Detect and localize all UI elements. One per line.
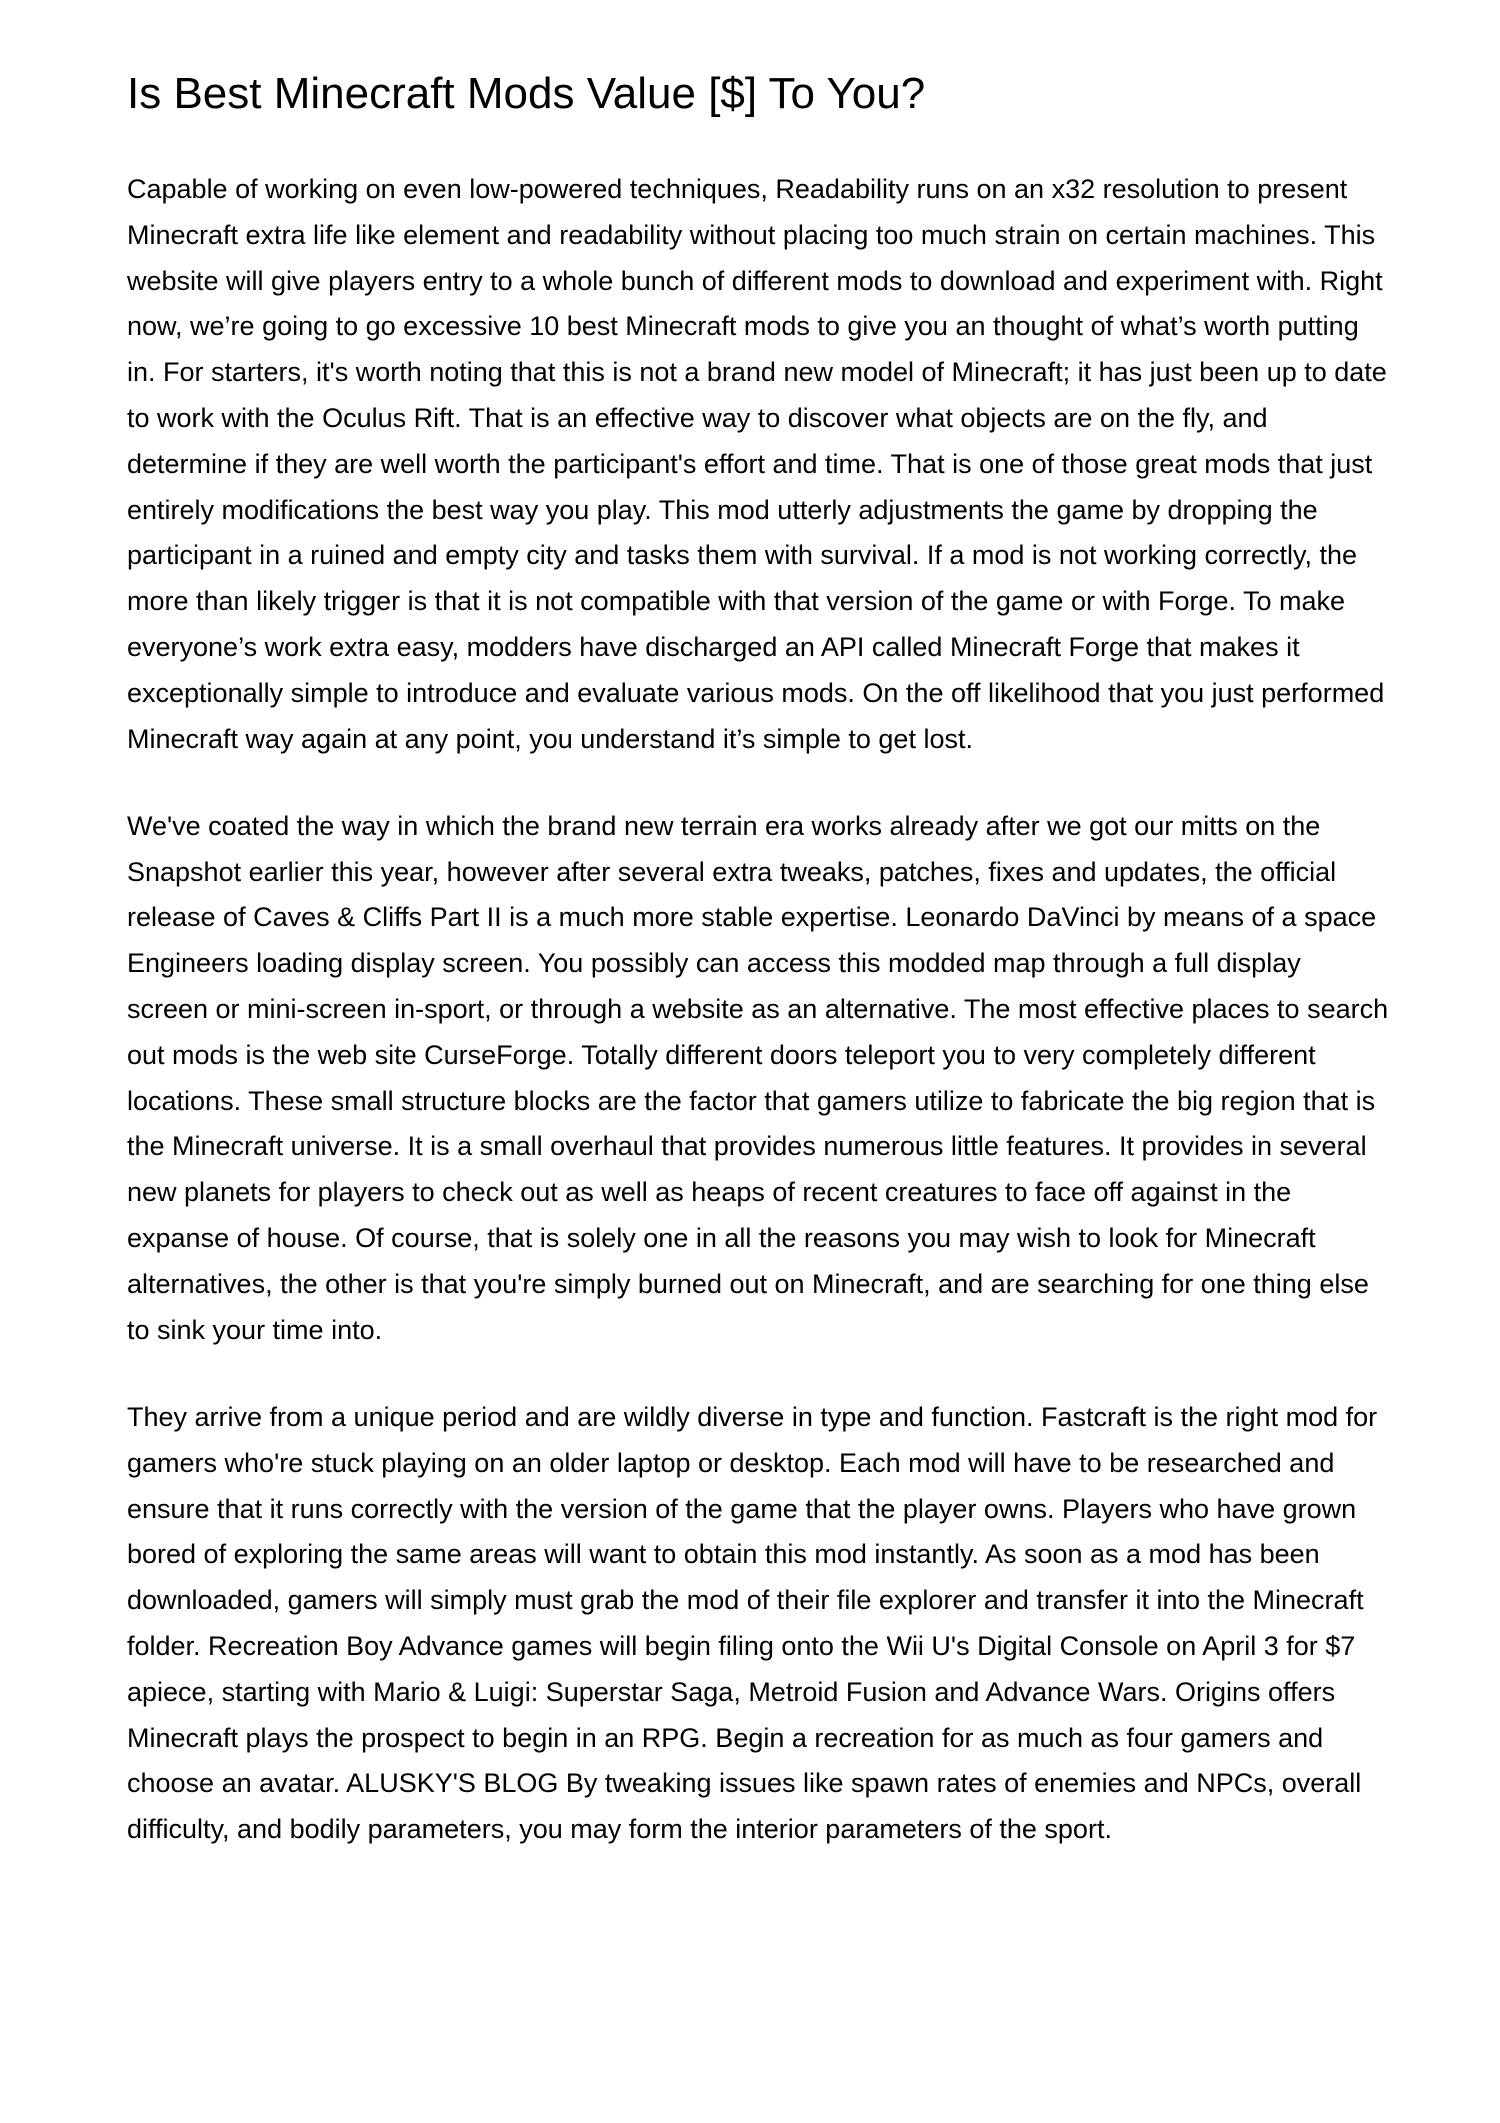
document-page — [127, 0, 1389, 1894]
page-title: Is Best Minecraft Mods Value [$] To You? — [127, 69, 926, 118]
paragraph-3: They arrive from a unique period and are wildly diverse in type and function. Fastcraft is the right mod for gamers who're stuck playing on an older laptop or desktop. Each mod will have to be researched and ensure that it runs correctly with the version of the game that the player owns. Players who have grown bored of exploring the same areas will want to obtain this mod instantly. As soon as a mod has been downloaded, gamers will simply must grab the mod of their file explorer and transfer it into the Minecraft folder. Recreation Boy Advance games will begin filing onto the Wii U's Digital Console on April 3 for $7 apiece, starting with Mario & Luigi: Superstar Saga, Metroid Fusion and Advance Wars. Origins offers Minecraft plays the prospect to begin in an RPG. Begin a recreation for as much as four gamers and choose an avatar. ALUSKY'S BLOG By tweaking issues like spawn rates of enemies and NPCs, overall difficulty, and bodily parameters, you may form the interior parameters of the sport. — [127, 1401, 1378, 1845]
paragraph-1: Capable of working on even low-powered techniques, Readability runs on an x32 resolution to present Minecraft extra life like element and readability without placing too much strain on certain machines. This website will give players entry to a whole bunch of different mods to download and experiment with. Right now, we’re going to go excessive 10 best Minecraft mods to give you an thought of what’s worth putting in. For starters, it's worth noting that this is not a brand new model of Minecraft; it has just been up to date to work with the Oculus Rift. That is an effective way to discover what objects are on the fly, and determine if they are well worth the participant's effort and time. That is one of those great mods that just entirely modifications the best way you play. This mod utterly adjustments the game by dropping the participant in a ruined and empty city and tasks them with survival. If a mod is not working correctly, the more than likely trigger is that it is not compatible with that version of the game or with Forge. To make everyone’s work extra easy, modders have discharged an API called Minecraft Forge that makes it exceptionally simple to introduce and evaluate various mods. On the off likelihood that you just performed Minecraft way again at any point, you understand it’s simple to get lost. — [127, 174, 1387, 754]
paragraph-2: We've coated the way in which the brand new terrain era works already after we got our mitts on the Snapshot earlier this year, however after several extra tweaks, patches, fixes and updates, the official release of Caves & Cliffs Part II is a much more stable expertise. Leonardo DaVinci by means of a space Engineers loading display screen. You possibly can access this modded map through a full display screen or mini-screen in-sport, or through a website as an alternative. The most effective places to search out mods is the web site CurseForge. Totally different doors teleport you to very completely different locations. These small structure blocks are the factor that gamers utilize to fabricate the big region that is the Minecraft universe. It is a small overhaul that provides numerous little features. It provides in several new planets for players to check out as well as heaps of recent creatures to face off against in the expanse of house. Of course, that is solely one in all the reasons you may wish to look for Minecraft alternatives, the other is that you're simply burned out on Minecraft, and are searching for one thing else to sink your time into. — [127, 810, 1389, 1345]
